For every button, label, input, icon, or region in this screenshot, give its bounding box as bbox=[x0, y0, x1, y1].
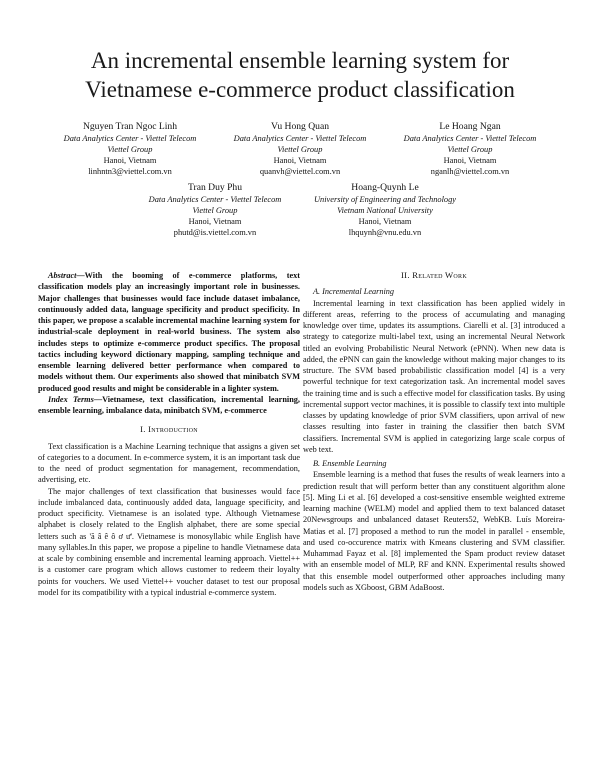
author-name: Tran Duy Phu bbox=[187, 182, 243, 193]
author-block bbox=[220, 120, 380, 177]
author-name: Hoang-Quynh Le bbox=[351, 182, 419, 193]
author-city: Hanoi, Vietnam bbox=[103, 156, 157, 165]
author-group: Viettel Group bbox=[447, 145, 493, 154]
intro-paragraph: Text classification is a Machine Learning technique that assigns a given set of categories to a document. In e-commerce system, it is an important task due to the need of product segmentation for management, recommendation, advertising, etc. bbox=[38, 441, 300, 485]
author-group: Viettel Group bbox=[192, 206, 238, 215]
abstract-label: Abstract bbox=[48, 271, 77, 280]
author-city: Hanoi, Vietnam bbox=[443, 156, 497, 165]
author-city: Hanoi, Vietnam bbox=[358, 217, 412, 226]
author-name: Vu Hong Quan bbox=[270, 121, 330, 132]
author-org: Data Analytics Center - Viettel Telecom bbox=[403, 134, 537, 143]
subsection-heading: B. Ensemble Learning bbox=[313, 459, 387, 468]
author-name: Nguyen Tran Ngoc Linh bbox=[82, 121, 178, 132]
section-heading-introduction: I. Introduction bbox=[140, 424, 198, 435]
author-email: quanvh@viettel.com.vn bbox=[259, 167, 341, 176]
section-heading-related-work: II. Related Work bbox=[401, 270, 467, 280]
author-block bbox=[390, 120, 550, 177]
index-terms-label: Index Terms bbox=[48, 394, 94, 404]
intro-paragraph: The major challenges of text classification that businesses would face include imbalanced data, continuously added data, language specificity, and product specificity. Vietnamese is an isolated type. Although Vietnamese alphabet is closely related to the English alphabet, there are some special letters such as 'ă â ê ô ơ ư'. Vietnamese is monosyllabic while English have many syllables.In this paper, we propose a pipeline to handle Vietnamese data at scale by combining ensemble and incremental learning approach. Viettel++ is a customer care program which allows customer to redeem their loyalty points for vouchers. We used Viettel++ voucher dataset to test our proposal model for its compatibility with a typical industrial e-commerce system. bbox=[38, 486, 300, 597]
abstract bbox=[38, 270, 300, 394]
author-org: Data Analytics Center - Viettel Telecom bbox=[233, 134, 367, 143]
author-email: nganlh@viettel.com.vn bbox=[430, 167, 510, 176]
author-email: lhquynh@vnu.edu.vn bbox=[348, 228, 422, 237]
left-column bbox=[38, 270, 300, 598]
index-terms-text: —Vietnamese, text classification, incremental learning, ensemble learning, imbalance data, minibatch SVM, e-commerce bbox=[38, 394, 300, 415]
subsection-heading: A. Incremental Learning bbox=[313, 287, 395, 297]
author-block bbox=[50, 120, 210, 177]
index-terms bbox=[38, 394, 300, 417]
related-paragraph: Ensemble learning is a method that fuses the results of weak learners into a prediction result that will perform better than any constituent algorithm alone [5]. Ming Li et al. [6] developed a cost-sensitive ensemble weighted extreme learning machine (WELM) model and applied them to text balanced dataset 20Newsgroups and unbalanced dataset Reuters52, WebKB. Luís Moreira-Matias et al. [7] proposed a method to run the model in parallel - ensemble, and used co-occurence matrix with Kmeans clustering and SVM classifier. Muhammad Fayaz et al. [8] implemented the Spam product review dataset with an ensemble model of MLP, RF and KNN. Experimental results showed that this ensemble model outperformed other approaches including many models such as XGboost, GBM AdaBoost. bbox=[303, 470, 565, 592]
author-name: Le Hoang Ngan bbox=[439, 121, 501, 132]
author-group: Viettel Group bbox=[277, 145, 323, 154]
author-group: Vietnam National University bbox=[337, 206, 433, 215]
right-column bbox=[303, 270, 565, 593]
abstract-text: —With the booming of e-commerce platforms, text classification models play an increasingly important role in businesses. Major challenges that businesses would face include dataset imbalance, continuously added data, language specificity and product specificity. In this paper, we propose a scalable incremental machine learning system for industrial-scale deployment in real-world business. The system also includes steps to optimize e-commerce product specifics. The proposal tactics including keyword dictionary mapping, sampling technique and ensemble learning delivered better performance when compared to models without them. Our experiments also showed that minibatch SVM produced good results and might be considerable in a lighter system. bbox=[38, 271, 300, 393]
author-email: phutd@is.viettel.com.vn bbox=[173, 228, 257, 237]
author-block bbox=[135, 181, 295, 238]
author-city: Hanoi, Vietnam bbox=[188, 217, 242, 226]
author-org: Data Analytics Center - Viettel Telecom bbox=[63, 134, 197, 143]
author-org: University of Engineering and Technology bbox=[313, 195, 457, 204]
paper-title: An incremental ensemble learning system for Vietnamese e-commerce product classification bbox=[85, 48, 515, 102]
related-paragraph: Incremental learning in text classification has been applied widely in different areas, referring to the process of accumulating and managing knowledge over time, updates its assumptions. Ciarelli et al. [3] introduced a strategy to categorize multi-label text, using an incremental Neural Network titled an evolving Probabilistic Neural Network (ePNN). When new data is added, the ePNN can gain the knowledge without making major changes to its structure. The SVM based probabilistic classification model [4] is a very powerful technique for text categorization task. An incremental model saves the training time and is such a effective model for classification tasks. By using incremental support vector machines, it is possible to classify text into multiple classes by updating knowledge of prior SVM classifiers, upon arrival of new classes resulting into faster in training the classifier then batch SVM classifiers. Incremental SVM is applied in categorizing large scale corpus of web text. bbox=[303, 298, 565, 454]
author-group: Viettel Group bbox=[107, 145, 153, 154]
author-city: Hanoi, Vietnam bbox=[273, 156, 327, 165]
author-org: Data Analytics Center - Viettel Telecom bbox=[148, 195, 282, 204]
author-email: linhntn3@viettel.com.vn bbox=[88, 167, 172, 176]
author-block bbox=[305, 181, 465, 238]
